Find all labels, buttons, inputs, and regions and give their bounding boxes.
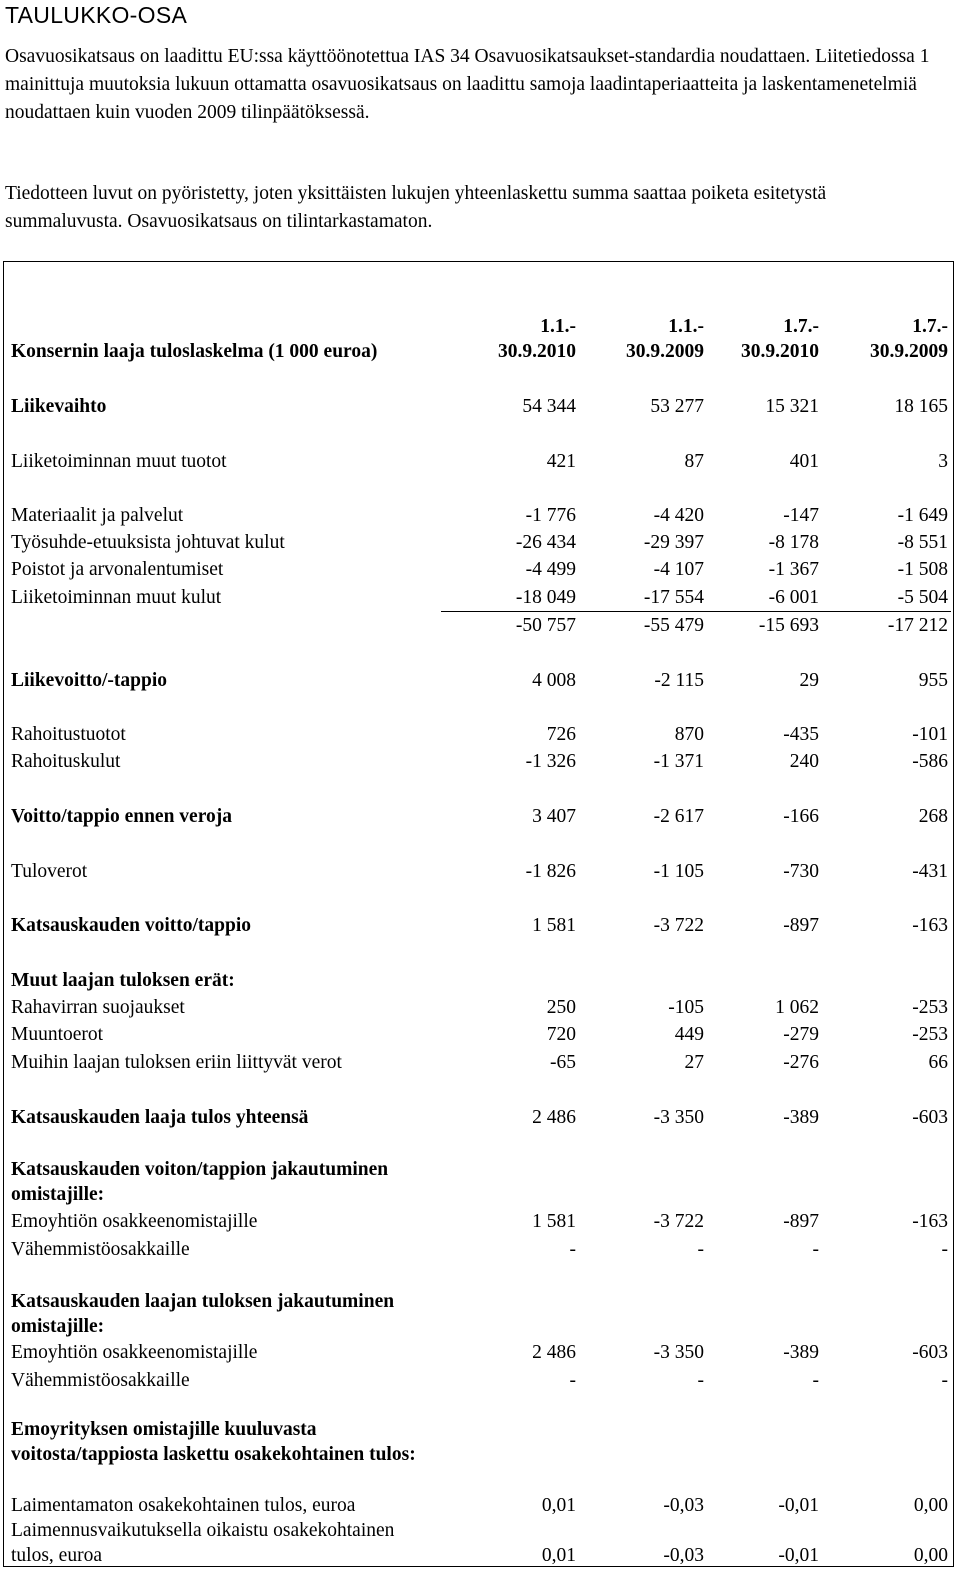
row-value: -1 508 [897,559,948,580]
table-title: Konsernin laaja tuloslaskelma (1 000 euroa) [11,341,378,362]
row-value: -586 [912,751,948,772]
row-value: 18 165 [894,396,948,417]
column-header-period-end: 30.9.2010 [741,341,819,362]
row-value: -2 617 [653,806,704,827]
row-value: -65 [550,1052,576,1073]
row-value: -435 [783,724,819,745]
subtotal-rule [441,611,951,612]
column-header-period-start: 1.1.- [668,316,704,337]
row-value: -0,01 [778,1495,819,1516]
row-value: -1 826 [525,861,576,882]
row-label: Materiaalit ja palvelut [11,505,184,526]
row-label: Liikevaihto [11,396,107,417]
row-value: 0,00 [913,1545,948,1566]
row-value: -18 049 [515,587,576,608]
row-value: -6 001 [768,587,819,608]
row-value: -4 420 [653,505,704,526]
row-label: Emoyrityksen omistajille kuuluvasta voitosta/tappiosta laskettu osakekohtainen tulos: [11,1419,416,1465]
row-label: Laimentamaton osakekohtainen tulos, euroa [11,1495,356,1516]
rounding-note-paragraph: Tiedotteen luvut on pyöristetty, joten yksittäisten lukujen yhteenlaskettu summa saattaa poiketa esitetystä summaluvusta. Osavuosikatsaus on tilintarkastamaton. [5,183,827,232]
row-value: -0,01 [778,1545,819,1566]
column-header [498,314,576,364]
row-value: 53 277 [650,396,704,417]
row-label: Vähemmistöosakkaille [11,1370,190,1391]
row-label: Katsauskauden laaja tulos yhteensä [11,1107,309,1128]
row-value: -2 115 [654,670,704,691]
row-value: -389 [783,1107,819,1128]
column-header [870,314,948,364]
column-header [626,314,704,364]
row-value: -603 [912,1107,948,1128]
row-value: - [569,1370,576,1391]
row-value: -279 [783,1024,819,1045]
row-label: Muut laajan tuloksen erät: [11,970,235,991]
column-header-period-start: 1.7.- [912,316,948,337]
row-value: -50 757 [515,615,576,636]
row-value: - [569,1239,576,1260]
row-value: 27 [684,1052,704,1073]
row-value: - [941,1370,948,1391]
income-statement-table [3,261,954,1567]
row-value: -147 [783,505,819,526]
row-value: 1 581 [532,1211,576,1232]
row-value: -0,03 [663,1545,704,1566]
row-value: 15 321 [765,396,819,417]
row-value: -26 434 [515,532,576,553]
row-label: Katsauskauden voiton/tappion jakautuminen omistajille: [11,1159,389,1205]
row-value: 29 [799,670,819,691]
row-value: -603 [912,1342,948,1363]
row-value: -1 649 [897,505,948,526]
column-header-period-end: 30.9.2009 [626,341,704,362]
row-label: Katsauskauden voitto/tappio [11,915,252,936]
row-value: 720 [546,1024,576,1045]
row-value: -0,03 [663,1495,704,1516]
row-value: -4 499 [525,559,576,580]
row-value: - [812,1370,819,1391]
row-label: Liiketoiminnan muut tuotot [11,451,227,472]
row-value: 421 [546,451,576,472]
column-header [741,314,819,364]
row-value: -1 326 [525,751,576,772]
row-value: -8 178 [768,532,819,553]
row-value: 0,01 [541,1545,576,1566]
column-header-period-end: 30.9.2010 [498,341,576,362]
row-value: -276 [783,1052,819,1073]
row-value: -17 212 [887,615,948,636]
row-value: -166 [783,806,819,827]
row-value: 870 [674,724,704,745]
row-value: - [941,1239,948,1260]
row-label: Emoyhtiön osakkeenomistajille [11,1342,258,1363]
row-value: -3 722 [653,1211,704,1232]
row-label: Rahoituskulut [11,751,121,772]
row-value: 2 486 [532,1107,576,1128]
row-value: -389 [783,1342,819,1363]
row-value: -1 367 [768,559,819,580]
row-value: -3 722 [653,915,704,936]
row-value: 449 [674,1024,704,1045]
row-value: -730 [783,861,819,882]
row-value: 401 [789,451,819,472]
row-value: -1 105 [653,861,704,882]
row-label: Tuloverot [11,861,88,882]
row-label: Emoyhtiön osakkeenomistajille [11,1211,258,1232]
row-value: 0,01 [541,1495,576,1516]
row-value: 87 [684,451,704,472]
row-value: -17 554 [643,587,704,608]
column-header-period-start: 1.1.- [540,316,576,337]
row-value: - [812,1239,819,1260]
row-label: Vähemmistöosakkaille [11,1239,190,1260]
row-label: Katsauskauden laajan tuloksen jakautuminen omistajille: [11,1291,395,1337]
row-value: 3 [938,451,948,472]
row-value: 66 [928,1052,948,1073]
row-value: 1 062 [775,997,819,1018]
row-value: 240 [789,751,819,772]
row-value: -253 [912,1024,948,1045]
row-value: 4 008 [532,670,576,691]
row-value: -431 [912,861,948,882]
row-value: -253 [912,997,948,1018]
row-value: -8 551 [897,532,948,553]
row-value: -55 479 [643,615,704,636]
row-value: 2 486 [532,1342,576,1363]
row-label: Laimennusvaikutuksella oikaistu osakekohtainen tulos, euroa [11,1520,395,1566]
row-label: Liiketoiminnan muut kulut [11,587,222,608]
row-value: -163 [912,1211,948,1232]
row-label: Voitto/tappio ennen veroja [11,806,233,827]
row-value: 250 [546,997,576,1018]
column-header-period-end: 30.9.2009 [870,341,948,362]
row-value: -5 504 [897,587,948,608]
row-value: -15 693 [758,615,819,636]
row-label: Muuntoerot [11,1024,104,1045]
row-value: 955 [918,670,948,691]
document-title: TAULUKKO-OSA [5,2,188,28]
row-label: Rahoitustuotot [11,724,126,745]
row-value: - [697,1239,704,1260]
row-value: -105 [668,997,704,1018]
row-label: Poistot ja arvonalentumiset [11,559,224,580]
row-value: -1 371 [653,751,704,772]
row-label: Työsuhde-etuuksista johtuvat kulut [11,532,285,553]
row-value: -3 350 [653,1342,704,1363]
row-value: 268 [918,806,948,827]
row-value: - [697,1370,704,1391]
row-value: -1 776 [525,505,576,526]
intro-paragraph: Osavuosikatsaus on laadittu EU:ssa käyttöönotettua IAS 34 Osavuosikatsaukset-standardia noudattaen. Liitetiedossa 1 mainittuja muutoksia lukuun ottamatta osavuosikatsaus on laadittu samoja laadintaperiaatteita ja laskentamenetelmiä noudattaen kuin vuoden 2009 tilinpäätöksessä. [5,46,930,123]
row-value: -29 397 [643,532,704,553]
row-value: -4 107 [653,559,704,580]
row-value: 0,00 [913,1495,948,1516]
row-value: 1 581 [532,915,576,936]
row-value: -3 350 [653,1107,704,1128]
row-label: Liikevoitto/-tappio [11,670,168,691]
column-header-period-start: 1.7.- [783,316,819,337]
row-value: -163 [912,915,948,936]
row-value: -897 [783,1211,819,1232]
row-value: 726 [546,724,576,745]
row-value: 3 407 [532,806,576,827]
row-value: -101 [912,724,948,745]
row-value: -897 [783,915,819,936]
row-value: 54 344 [522,396,576,417]
row-label: Muihin laajan tuloksen eriin liittyvät verot [11,1052,342,1073]
row-label: Rahavirran suojaukset [11,997,185,1018]
